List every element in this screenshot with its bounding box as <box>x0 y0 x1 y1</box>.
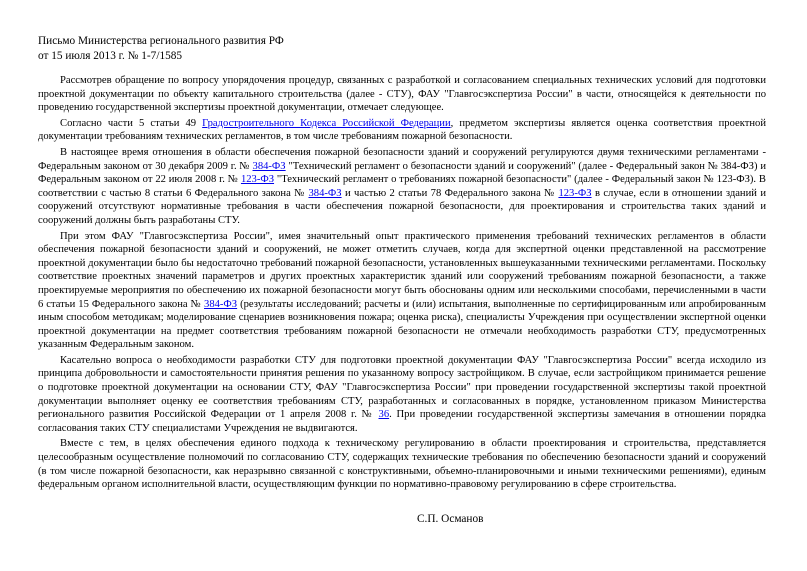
link-384fz-1[interactable]: 384-ФЗ <box>252 160 286 172</box>
document-body <box>38 74 766 492</box>
paragraph-5-text-a: Касательно вопроса о необходимости разработки СТУ для подготовки проектной документации ФАУ "Главгосэкспертиза России" всегда исходило из принципа добровольности и самостоятельности принятия решения по указанному вопросу застройщиком. В случае, если застройщиком принимается решение о подготовке проектной документации на основании СТУ, ФАУ "Главгосэкспертиза России" при проведении государственной экспертизы такой проектной документации выполняет оценку ее соответствия требованиям СТУ, разработанных и согласованных в порядке, установленном приказом Министерства регионального развития Российской Федерации от 1 апреля 2008 г. № <box>38 354 766 421</box>
document-title: Письмо Министерства регионального развития РФ <box>38 35 284 47</box>
paragraph-5-text-b: . При проведении государственной экспертизы замечания в отношении порядка согласования таких СТУ специалистами Учреждения не выдвигаются. <box>38 409 766 434</box>
document-date-number: от 15 июля 2013 г. № 1-7/1585 <box>38 50 183 62</box>
paragraph-2-text-b: , предметом экспертизы является оценка соответствия проектной документации требованиям технических регламентов, в том числе требованиям пожарной безопасности. <box>38 117 766 143</box>
paragraph-3 <box>38 146 766 228</box>
paragraph-5 <box>38 354 766 436</box>
document-header <box>38 34 284 64</box>
link-order-36[interactable]: 36 <box>378 409 390 421</box>
paragraph-3-text-c: "Технический регламент о требованиях пожарной безопасности" (далее - Федеральный закон № 123-ФЗ). В соответствии с частью 8 статьи 6 Федерального закона № <box>38 174 766 199</box>
paragraph-2-text-a: Согласно части 5 статьи 49 <box>60 117 203 129</box>
link-123fz-1[interactable]: 123-ФЗ <box>240 174 275 186</box>
paragraph-4-text-a: При этом ФАУ "Главгосэкспертиза России", имея значительный опыт практического применения требований технических регламентов в области обеспечения пожарной безопасности зданий и сооружений, не может отметить случаев, когда для экспертной оценки представленной на рассмотрение проектной документации было бы недостаточно требований пожарной безопасности, установленных вышеуказанными техническими регламентами. Поскольку соответствие проектных значений параметров и других проектных характеристик зданий или сооружений требованиям пожарной безопасности, а также проектируемые мероприятия по обеспечению их пожарной безопасности могут быть обоснованы одним или несколькими способами, перечисленными в части 6 статьи 15 Федерального закона № <box>38 230 766 310</box>
paragraph-3-text-a: В настоящее время отношения в области обеспечения пожарной безопасности зданий и сооружений регулируются двумя техническими регламентами - Федеральным законом от 30 декабря 2009 г. № <box>38 146 766 172</box>
link-123fz-2[interactable]: 123-ФЗ <box>558 187 592 199</box>
paragraph-6: Вместе с тем, в целях обеспечения единого подхода к техническому регулированию в области проектирования и строительства, представляется целесообразным осуществление полномочий по согласованию СТУ, содержащих технические требования по обеспечению безопасности зданий и сооружений (в том числе пожарной безопасности, как неразрывно связанной с конструктивными, объемно-планировочными и иными техническими решениями), единым федеральным органом исполнительной власти, осуществляющим функции по нормативно-правовому регулированию в сфере строительства. <box>38 438 766 491</box>
link-384fz-3[interactable]: 384-ФЗ <box>204 298 238 310</box>
paragraph-4 <box>38 230 766 352</box>
signature: С.П. Османов <box>417 513 484 525</box>
paragraph-4-text-b: (результаты исследований; расчеты и (или) испытания, выполненные по сертифицированным или апробированным иным способом методикам; моделирование сценариев возникновения пожара; оценка риска), специалисты Учреждения при осуществлении экспертной оценки проектной документации на предмет соответствия требованиям пожарной безопасности не отмечали необходимость разработки СТУ, предусмотренных указанным Федеральным законом. <box>38 298 767 351</box>
link-384fz-2[interactable]: 384-ФЗ <box>308 187 342 199</box>
paragraph-3-text-b: "Технический регламент о безопасности зданий и сооружений" (далее - Федеральный закон № 384-ФЗ) и Федеральным законом от 22 июля 2008 г. № <box>38 160 766 186</box>
paragraph-2 <box>38 117 766 144</box>
paragraph-3-text-e: в случае, если в отношении зданий и сооружений отсутствуют нормативные требования в части обеспечения пожарной безопасности, для проектирования и строительства таких зданий и сооружений должны быть разработаны СТУ. <box>38 187 767 226</box>
paragraph-1: Рассмотрев обращение по вопросу упорядочения процедур, связанных с разработкой и согласованием специальных технических условий для подготовки проектной документации по объекту капитального строительства (далее - СТУ), ФАУ "Главгосэкспертиза России" в части, относящейся к деятельности по проведению государственной экспертизы проектной документации, отмечает следующее. <box>38 75 766 114</box>
link-grad-code[interactable]: Градостроительного Кодекса Российской Федерации <box>202 117 451 129</box>
paragraph-3-text-d: и частью 2 статьи 78 Федерального закона № <box>341 187 559 199</box>
